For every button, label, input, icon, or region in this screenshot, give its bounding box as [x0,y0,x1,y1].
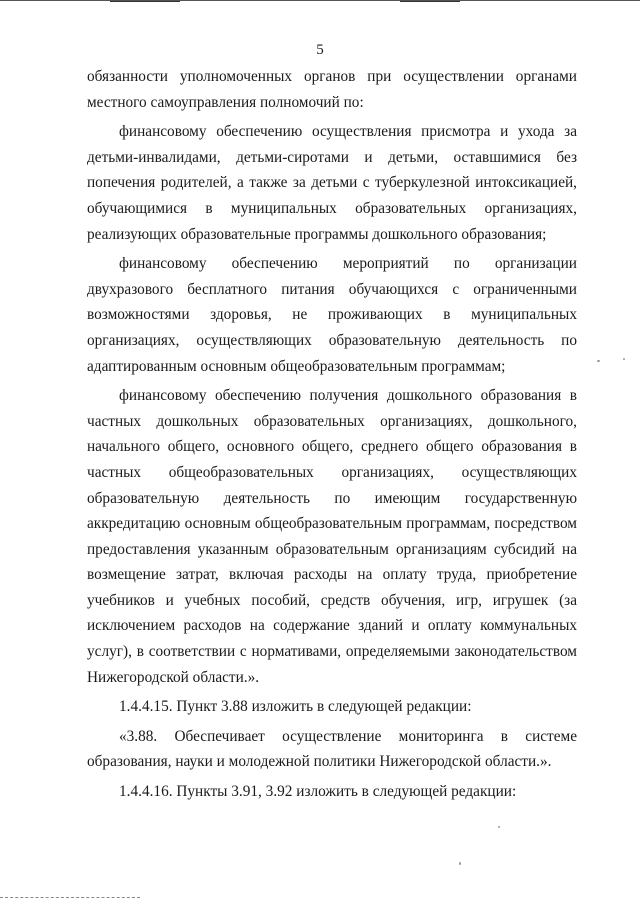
scan-speck [498,826,500,828]
bottom-scan-border [0,897,140,899]
clause-3-88-text: «3.88. Обеспечивает осуществление мониторинга в системе образования, науки и молодежной политики Нижегородской области.». [87,727,577,771]
scan-speck [459,862,461,865]
scan-artifact-line [110,1,180,2]
clause-1-4-4-15: 1.4.4.15. Пункт 3.88 изложить в следующей редакции: [119,698,472,716]
scan-speck [597,360,600,362]
scan-artifact-line [400,1,460,2]
paragraph-continuation: обязанности уполномоченных органов при осуществлении органами местного самоуправления полномочий по: [87,68,577,111]
paragraph-childcare-funding: финансовому обеспечению осуществления присмотра и ухода за детьми-инвалидами, детьми-сиротами и детьми, оставшимися без попечения родителей, а также за детьми с туберкулезной интоксикацией, обучающимися в муниципальных образовательных организациях, реализующих образовательные программы дошкольного образования; [87,123,577,243]
page-number: 5 [316,42,324,58]
paragraph-meal-funding: финансовому обеспечению мероприятий по организации двухразового бесплатного питания обучающихся с ограниченными возможностями здоровья, не проживающих в муниципальных организациях, осуществляющих образовательную деятельность по адаптированным основным общеобразовательным программам; [87,255,577,375]
top-scan-border [0,0,640,4]
clause-1-4-4-16: 1.4.4.16. Пункты 3.91, 3.92 изложить в следующей редакции: [119,783,517,801]
document-body [87,64,577,809]
scan-speck [623,358,625,360]
paragraph-private-education-funding: финансовому обеспечению получения дошкольного образования в частных дошкольных образовательных организациях, дошкольного, начального общего, основного общего, среднего общего образования в частных общеобразовательных организациях, осуществляющих образовательную деятельность по имеющим государственную аккредитацию основным общеобразовательным программам, посредством предоставления указанным образовательным организациям субсидий на возмещение затрат, включая расходы на оплату труда, приобретение учебников и учебных пособий, средств обучения, игр, игрушек (за исключением расходов на содержание зданий и оплату коммунальных услуг), в соответствии с нормативами, определяемыми законодательством Нижегородской области.». [87,387,577,686]
